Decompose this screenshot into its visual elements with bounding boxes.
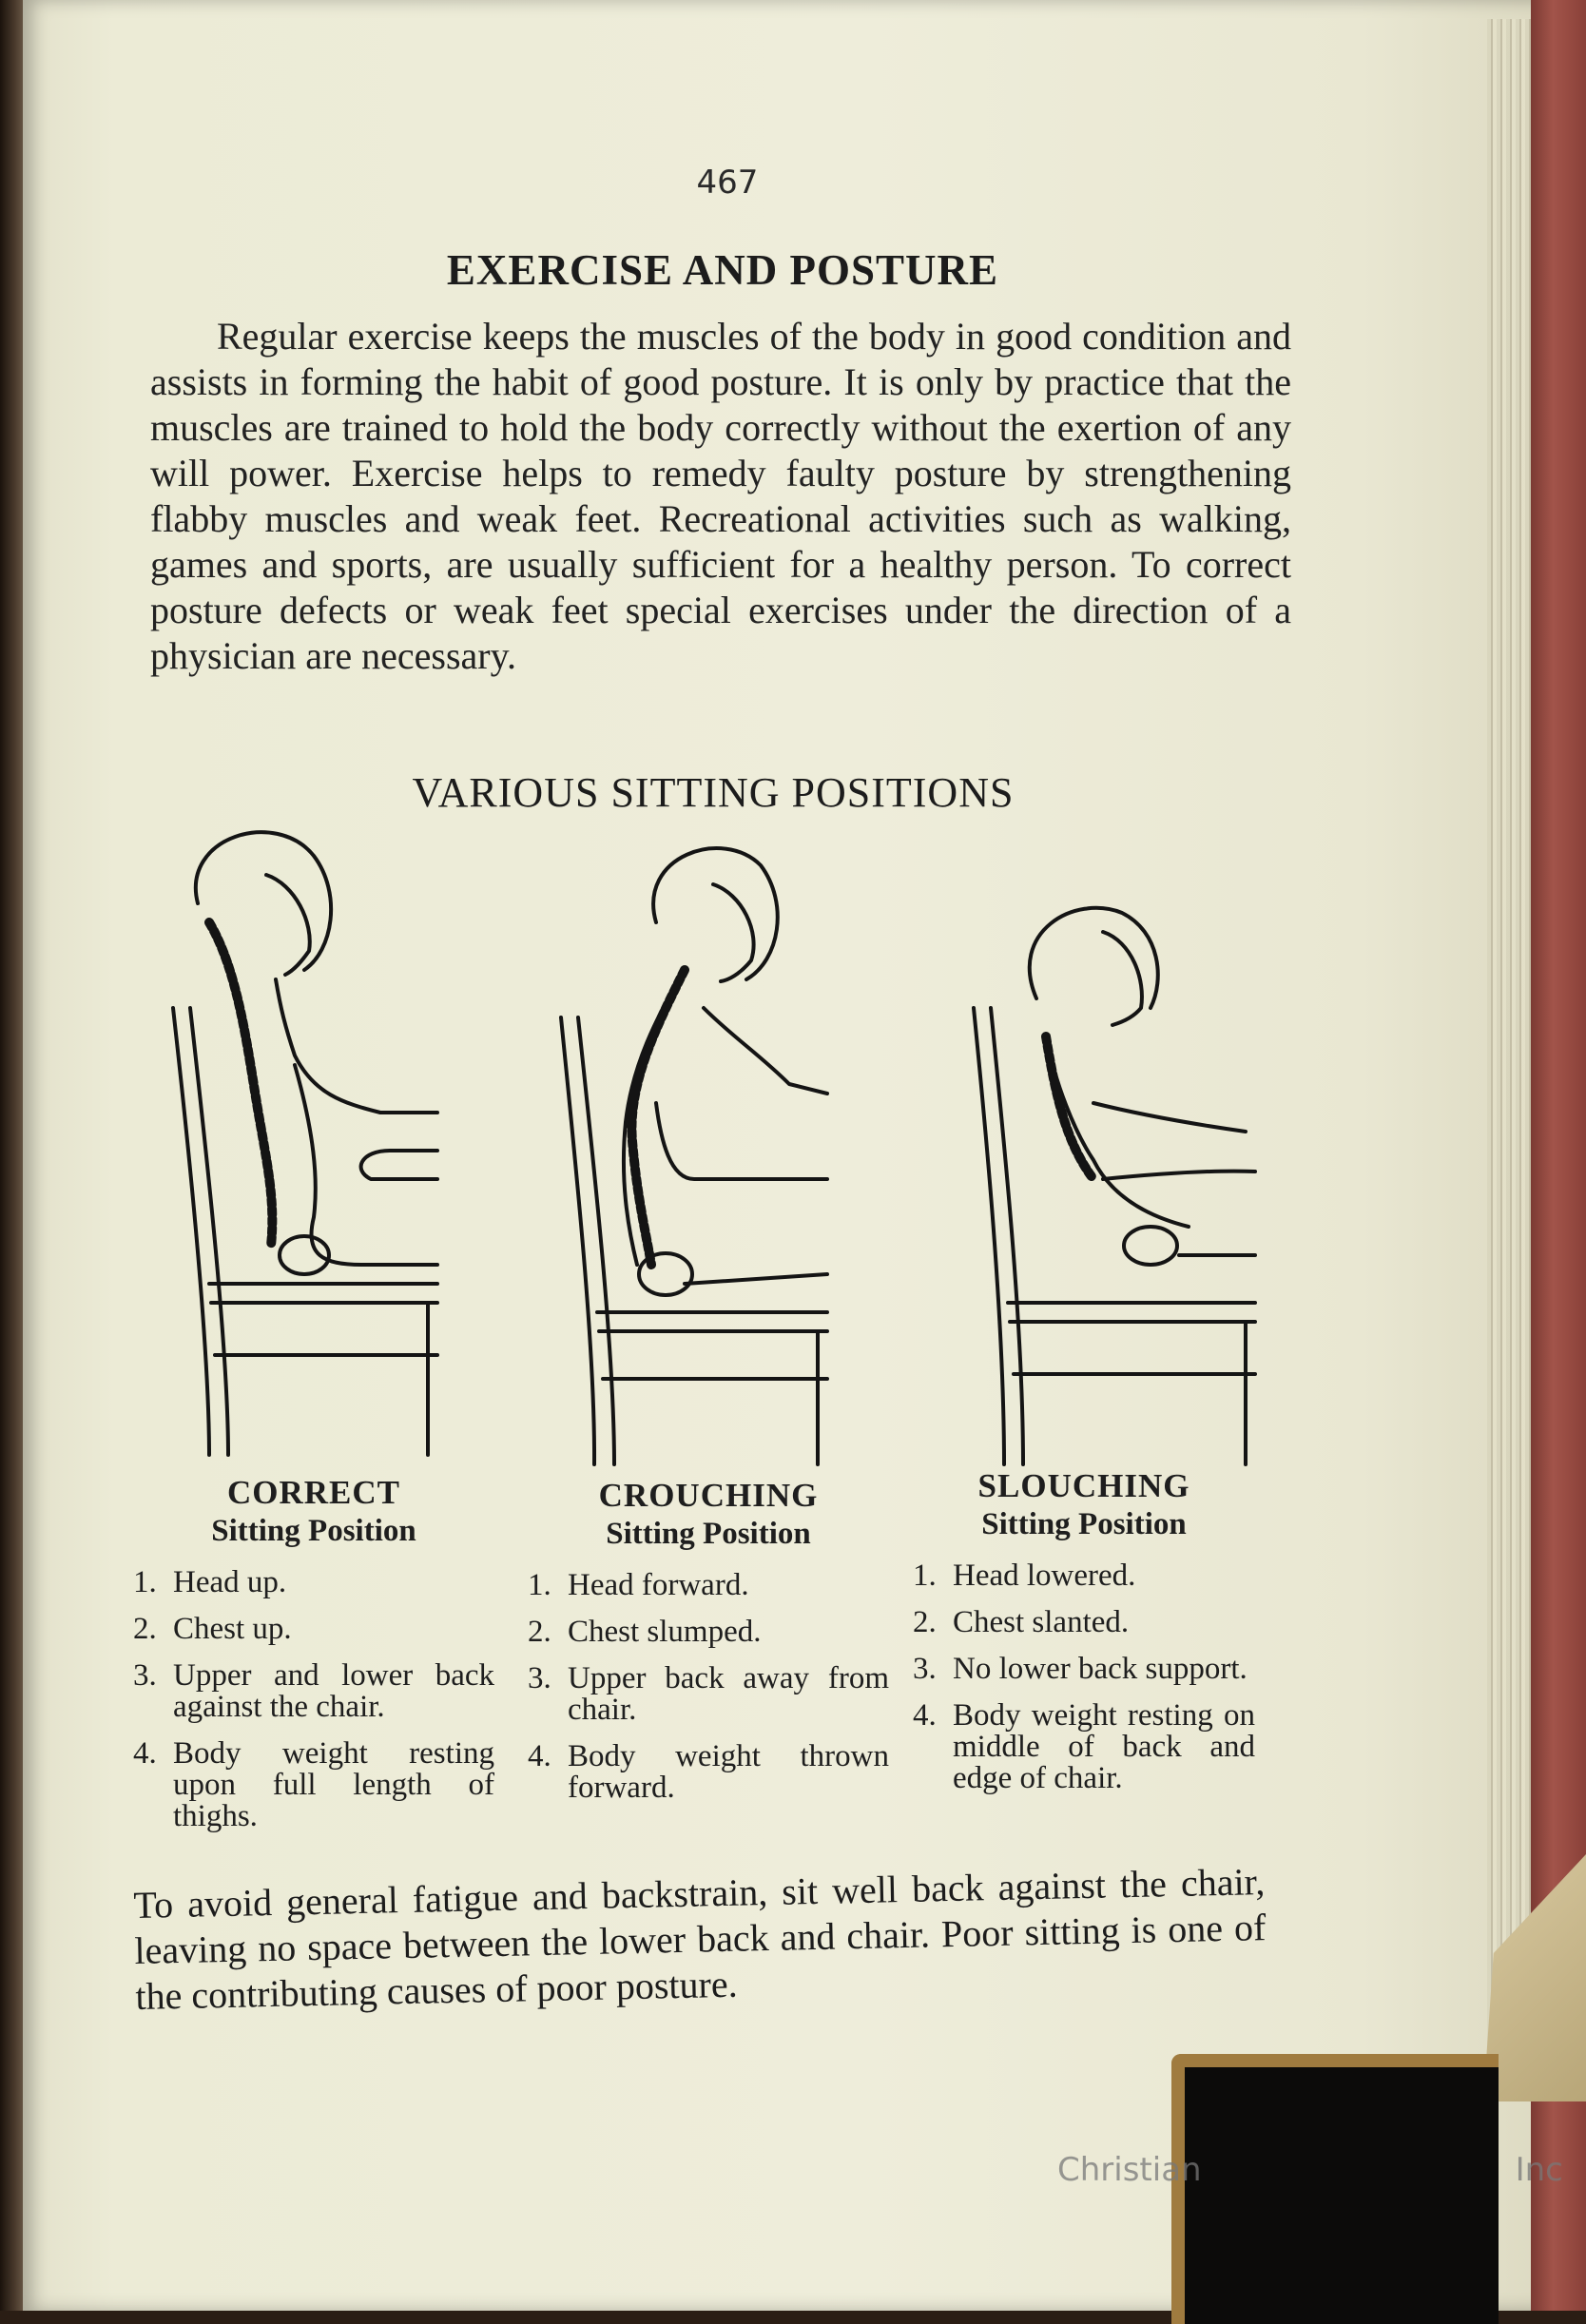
list-item [133,1738,494,1832]
item-number: 1. [133,1565,157,1599]
page-number: 467 [696,164,759,202]
list-item [528,1663,889,1726]
section-subtitle: VARIOUS SITTING POSITIONS [412,769,1015,816]
item-text: Chest up. [173,1612,292,1646]
item-text: Body weight resting upon full length of thighs. [173,1736,494,1833]
crouching-sitting-illustration [542,818,856,1483]
item-number: 1. [913,1559,937,1593]
list-item [133,1660,494,1723]
item-text: Body weight resting on middle of back and edge of chair. [953,1698,1255,1795]
position-points [913,1560,1255,1794]
position-name: SLOUCHING [977,1467,1190,1504]
position-name: CORRECT [226,1474,401,1511]
list-item [913,1700,1255,1794]
item-number: 2. [133,1612,157,1646]
list-item [913,1654,1255,1685]
item-text: Upper and lower back against the chair. [173,1658,494,1724]
list-item [133,1567,494,1598]
slouching-position-column [913,1467,1255,1810]
item-text: Upper back away from chair. [568,1661,889,1727]
item-number: 3. [528,1661,551,1695]
list-item [133,1614,494,1645]
position-subtitle: Sitting Position [606,1517,811,1551]
position-name: CROUCHING [598,1477,819,1514]
item-text: Chest slumped. [568,1615,762,1649]
book-clip-holder [1171,2054,1499,2324]
item-number: 3. [913,1652,937,1686]
item-number: 2. [913,1605,937,1639]
item-number: 4. [528,1739,551,1773]
intro-paragraph: Regular exercise keeps the muscles of the body in good condition and assists in forming the habit of good posture. It is only by practice that the muscles are trained to hold the body correctly without the exertion of any will power. Exercise helps to remedy faulty posture by strengthening flabby muscles and weak feet. Recreational activities such as walking, games and sports, are usually sufficient for a healthy person. To correct posture defects or weak feet special exercises under the direction of a physician are necessary. [150,315,1291,677]
item-text: Head up. [173,1565,287,1599]
item-text: Head lowered. [953,1559,1136,1593]
item-text: Body weight thrown forward. [568,1739,889,1805]
position-points [133,1567,494,1832]
position-subtitle: Sitting Position [981,1507,1187,1541]
item-number: 4. [133,1736,157,1771]
book-spine-shadow [0,0,25,2311]
list-item [913,1607,1255,1638]
list-item [528,1617,889,1648]
closing-paragraph: To avoid general fatigue and backstrain, sit well back against the chair, leaving no space between the lower back and chair. Poor sitting is one of the contributing causes of poor posture. [133,1860,1267,2018]
item-text: Head forward. [568,1568,749,1602]
item-number: 4. [913,1698,937,1733]
correct-position-column [133,1474,494,1848]
item-text: No lower back support. [953,1652,1248,1686]
page-title: EXERCISE AND POSTURE [446,246,999,294]
watermark-tail: Inc [1515,2151,1563,2189]
position-subtitle: Sitting Position [211,1514,416,1548]
list-item [913,1560,1255,1592]
item-number: 1. [528,1568,551,1602]
list-item [528,1741,889,1804]
list-item [528,1570,889,1601]
correct-sitting-illustration [152,818,466,1483]
watermark-text: Christian [1057,2151,1202,2189]
slouching-sitting-illustration [960,818,1274,1483]
item-text: Chest slanted. [953,1605,1130,1639]
watermark [1057,2151,1563,2189]
crouching-position-column [528,1477,889,1819]
item-number: 2. [528,1615,551,1649]
position-points [528,1570,889,1804]
item-number: 3. [133,1658,157,1693]
